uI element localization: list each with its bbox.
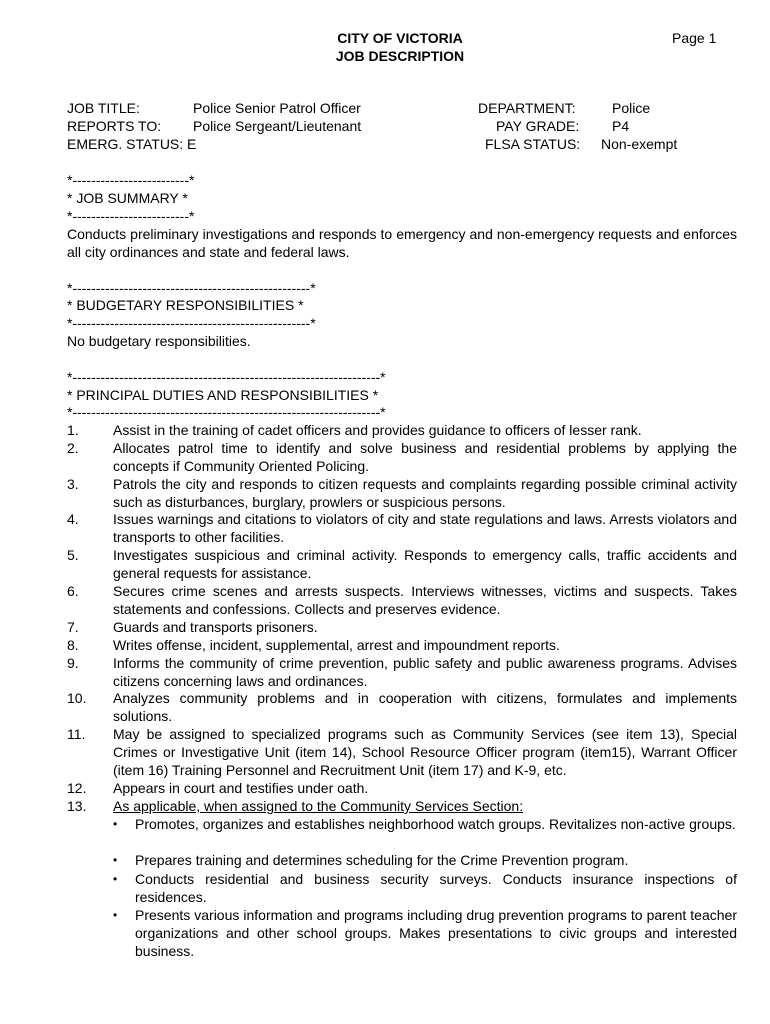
bullet-text: Prepares training and determines scheduling for the Crime Prevention program.	[135, 852, 629, 868]
duty-number: 12.	[67, 780, 87, 796]
duty-number: 13.	[67, 798, 87, 814]
duty-text: Allocates patrol time to identify and solve business and residential problems by applying the concepts if Community Oriented Policing.	[113, 440, 737, 474]
pay-grade-label: PAY GRADE:	[496, 118, 580, 134]
job-title-label: JOB TITLE:	[67, 100, 140, 116]
department-label: DEPARTMENT:	[478, 100, 576, 116]
duty-text: Secures crime scenes and arrests suspects. Interviews witnesses, victims and suspects. Takes statements and confessions. Collects and preserves evidence.	[113, 583, 737, 617]
bullet-icon: •	[113, 872, 118, 886]
duty-number: 2.	[67, 440, 79, 456]
duty-text: Guards and transports prisoners.	[113, 619, 318, 635]
reports-to-value: Police Sergeant/Lieutenant	[193, 118, 362, 134]
duty-number: 11.	[67, 726, 86, 742]
page-number: Page 1	[672, 30, 717, 46]
duties-heading: * PRINCIPAL DUTIES AND RESPONSIBILITIES *	[67, 387, 379, 403]
department-value: Police	[612, 100, 651, 116]
duty-text: Writes offense, incident, supplemental, arrest and impoundment reports.	[113, 637, 560, 653]
duty-text: Issues warnings and citations to violators of city and state regulations and laws. Arrests violators and transports to other facilities.	[113, 511, 737, 545]
duties-border-top: *------------------------------------------------------------------*	[67, 369, 386, 385]
emerg-status: EMERG. STATUS: E	[67, 136, 197, 152]
flsa-label: FLSA STATUS:	[485, 136, 581, 152]
bullet-text: Presents various information and programs including drug prevention programs to parent teacher organizations and other school groups. Makes presentations to civic groups and interested business.	[135, 907, 737, 959]
flsa-value: Non-exempt	[601, 136, 678, 152]
duty-text-community-services: As applicable, when assigned to the Community Services Section:	[113, 798, 524, 814]
duty-number: 8.	[67, 637, 79, 653]
duty-text: Investigates suspicious and criminal activity. Responds to emergency calls, traffic accidents and general requests for assistance.	[113, 547, 737, 581]
bullet-icon: •	[113, 853, 118, 867]
bullet-text: Conducts residential and business security surveys. Conducts insurance inspections of residences.	[135, 871, 737, 905]
duty-text: Informs the community of crime prevention, public safety and public awareness programs. Advises citizens concerning laws and ordinances.	[113, 655, 737, 689]
summary-border-top: *-------------------------*	[67, 172, 195, 188]
summary-heading: * JOB SUMMARY *	[67, 190, 188, 206]
budget-border-top: *---------------------------------------------------*	[67, 280, 316, 296]
summary-text: Conducts preliminary investigations and responds to emergency and non-emergency requests and enforces all city ordinances and state and federal laws.	[67, 226, 737, 260]
job-title-value: Police Senior Patrol Officer	[193, 100, 361, 116]
duty-number: 9.	[67, 655, 79, 671]
duty-number: 3.	[67, 476, 79, 492]
duty-number: 1.	[67, 422, 79, 438]
budget-border-bottom: *---------------------------------------------------*	[67, 315, 316, 331]
pay-grade-value: P4	[612, 118, 630, 134]
duty-number: 5.	[67, 547, 79, 563]
bullet-text: Promotes, organizes and establishes neighborhood watch groups. Revitalizes non-active groups.	[135, 816, 736, 832]
duty-number: 4.	[67, 511, 79, 527]
doc-title: JOB DESCRIPTION	[335, 48, 465, 64]
duty-text: May be assigned to specialized programs such as Community Services (see item 13), Special Crimes or Investigative Unit (item 14), School Resource Officer program (item15), Warrant Officer (item 16) Training Personnel and Recruitment Unit (item 17) and K-9, etc.	[113, 726, 737, 778]
duty-text: Analyzes community problems and in cooperation with citizens, formulates and implements solutions.	[113, 690, 737, 724]
duty-number: 7.	[67, 619, 79, 635]
budget-heading: * BUDGETARY RESPONSIBILITIES *	[67, 297, 304, 313]
reports-to-label: REPORTS TO:	[67, 118, 162, 134]
duties-border-bottom: *------------------------------------------------------------------*	[67, 404, 386, 420]
bullet-icon: •	[113, 817, 118, 831]
budget-text: No budgetary responsibilities.	[67, 333, 251, 349]
org-name: CITY OF VICTORIA	[337, 30, 463, 46]
duty-number: 10.	[67, 690, 87, 706]
duty-number: 6.	[67, 583, 79, 599]
summary-border-bottom: *-------------------------*	[67, 208, 195, 224]
duty-text: Appears in court and testifies under oath.	[113, 780, 369, 796]
duty-text: Patrols the city and responds to citizen requests and complaints regarding possible criminal activity such as disturbances, burglary, prowlers or suspicious persons.	[113, 476, 737, 510]
duty-text: Assist in the training of cadet officers and provides guidance to officers of lesser rank.	[113, 422, 642, 438]
bullet-icon: •	[113, 908, 118, 922]
